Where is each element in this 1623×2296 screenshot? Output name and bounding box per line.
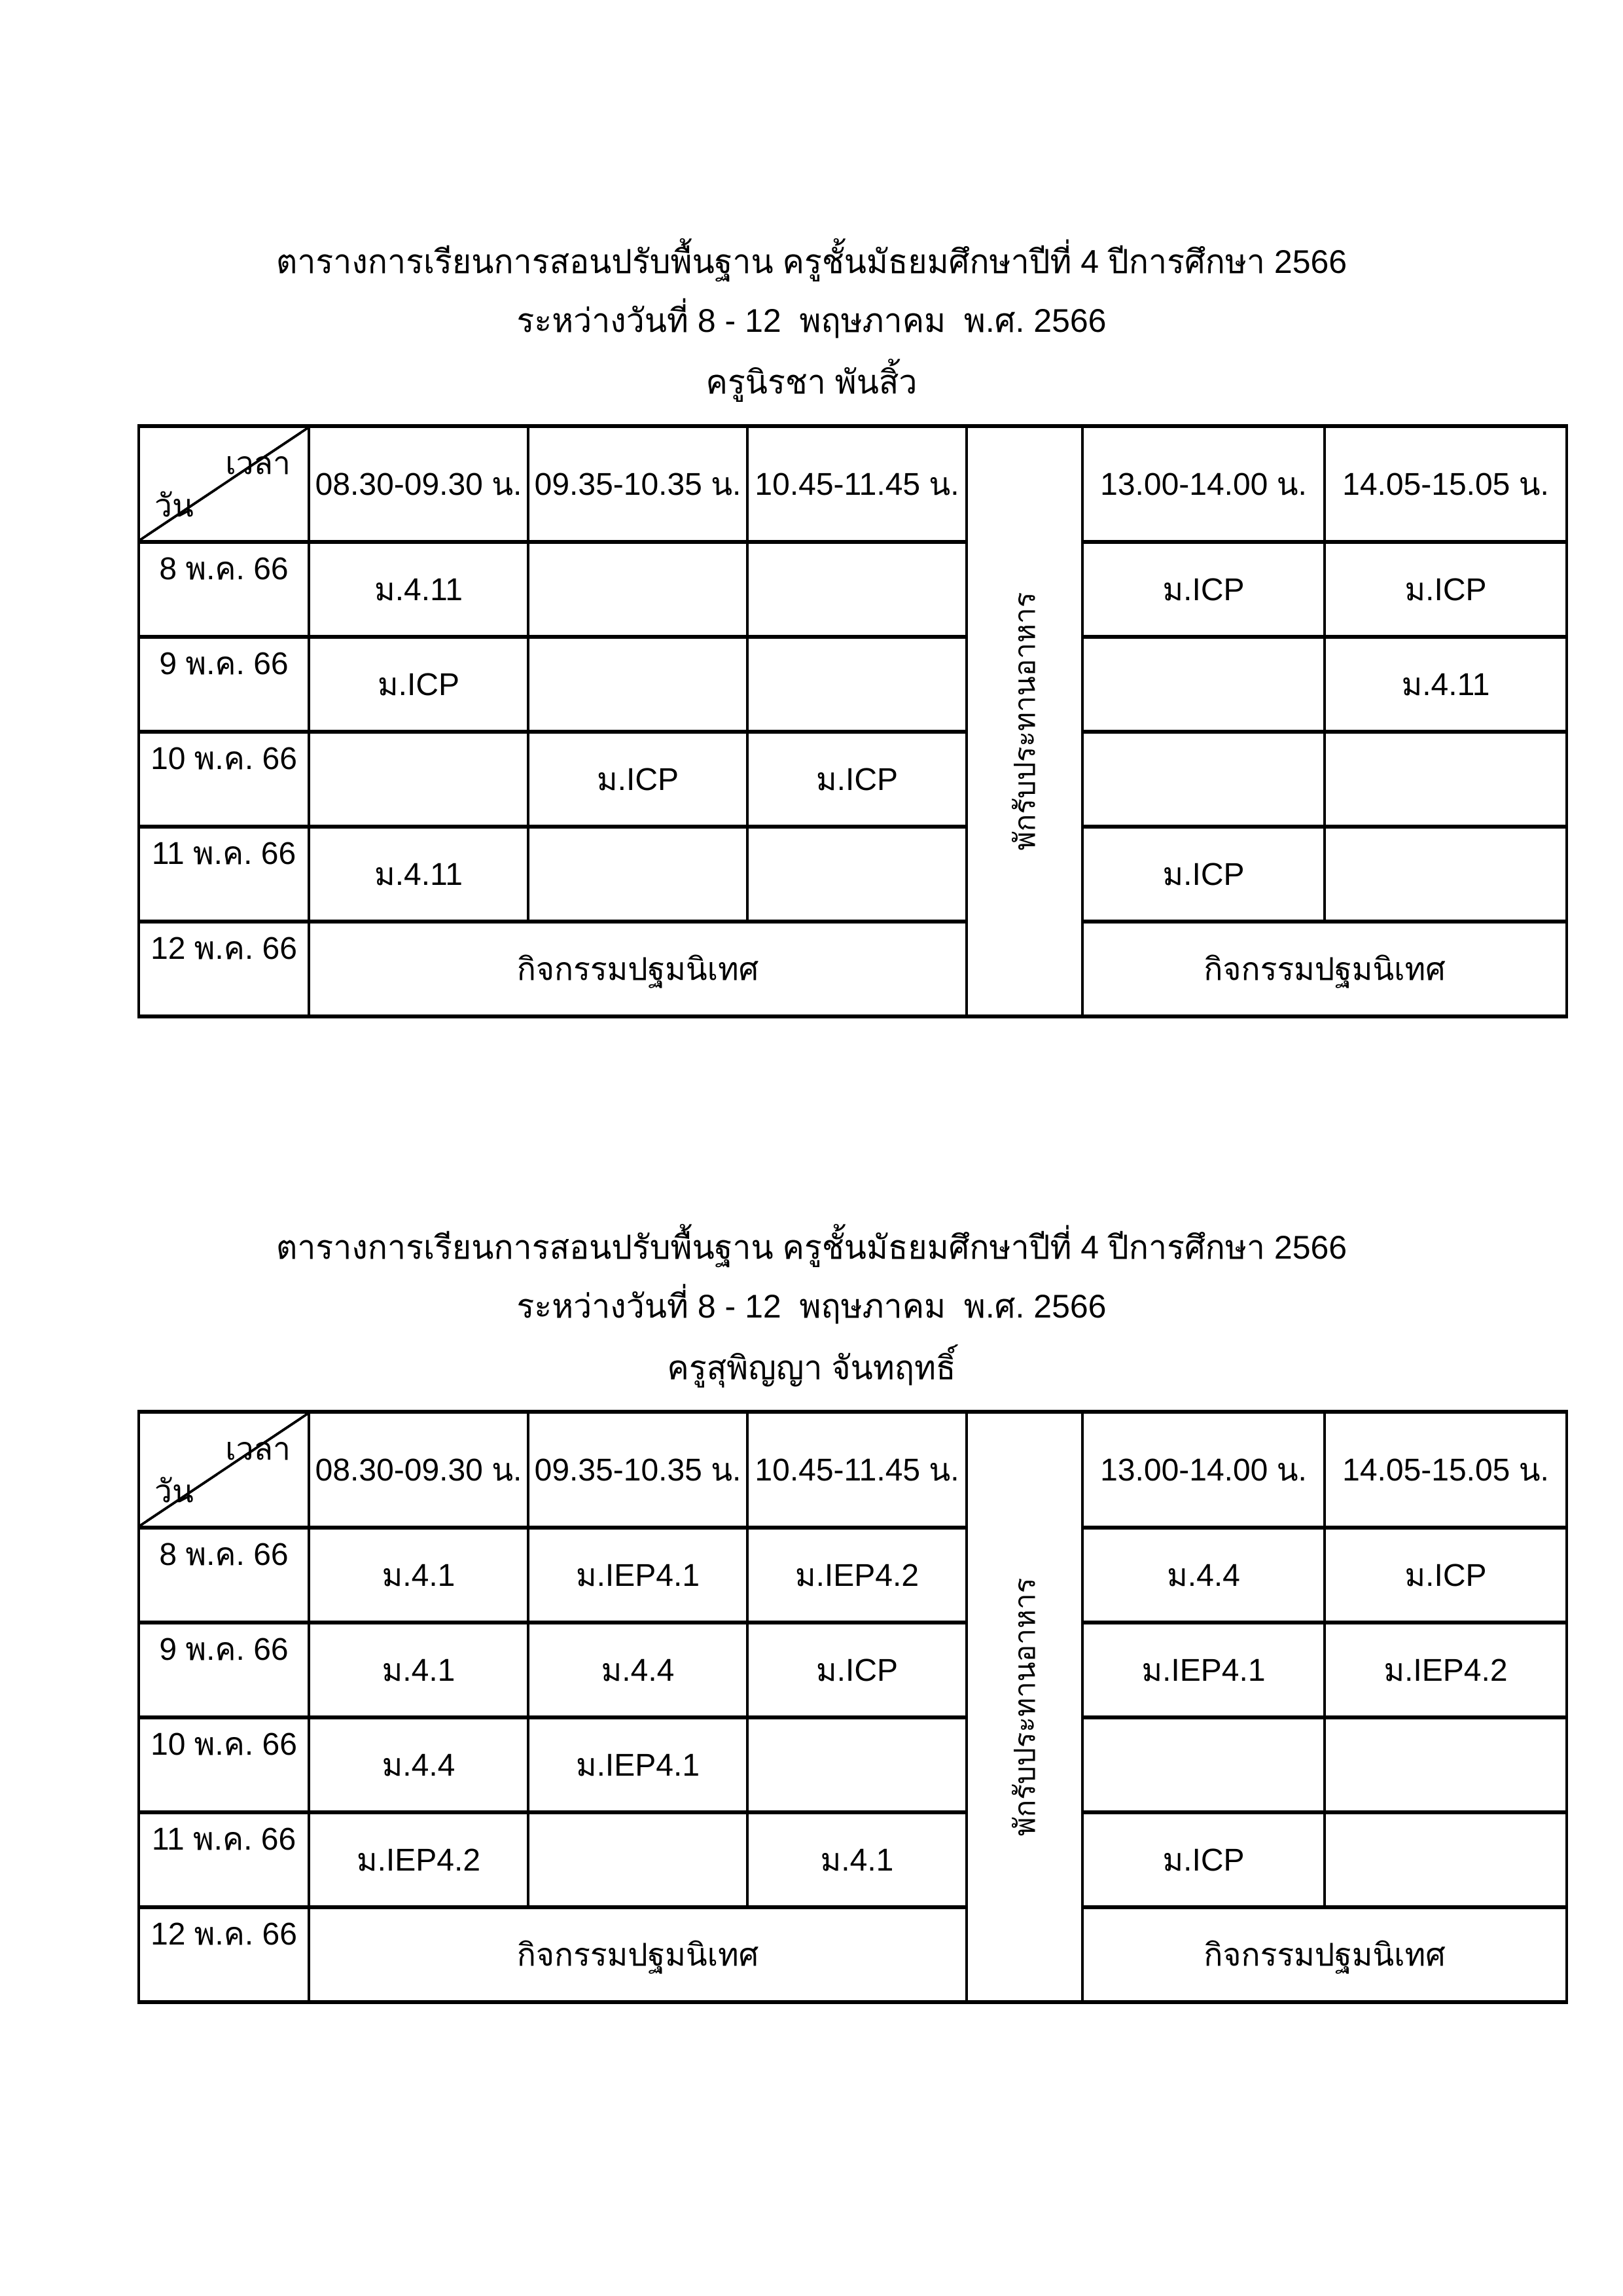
table1-title: ตารางการเรียนการสอนปรับพื้นฐาน ครูชั้นมัธยมศึกษาปีที่ 4 ปีการศึกษา 2566	[276, 243, 1347, 280]
day-label: 8 พ.ค. 66	[139, 542, 309, 637]
table2-row-may10	[139, 1717, 1567, 1812]
schedule-cell: ม.ICP	[309, 637, 528, 732]
day-label: 9 พ.ค. 66	[139, 637, 309, 732]
table2-lunch-break-cell	[967, 1412, 1082, 2002]
orientation-activity-afternoon: กิจกรรมปฐมนิเทศ	[1082, 1907, 1567, 2002]
schedule-cell	[1325, 827, 1567, 922]
schedule-cell: ม.ICP	[1082, 542, 1325, 637]
schedule-cell	[1082, 1717, 1325, 1812]
table1-time-header-2: 09.35-10.35 น.	[528, 426, 747, 542]
table2-time-header-4: 13.00-14.00 น.	[1082, 1412, 1325, 1528]
schedule-cell	[747, 542, 967, 637]
schedule-cell	[747, 637, 967, 732]
table2-title: ตารางการเรียนการสอนปรับพื้นฐาน ครูชั้นมัธยมศึกษาปีที่ 4 ปีการศึกษา 2566	[276, 1229, 1347, 1266]
schedule-cell	[528, 1812, 747, 1907]
table1-row-may11	[139, 827, 1567, 922]
table1-teacher-name: ครูนิรชา พันสิ้ว	[705, 364, 918, 401]
day-label: 12 พ.ค. 66	[139, 1907, 309, 2002]
schedule-cell: ม.4.4	[528, 1623, 747, 1717]
schedule-table-2	[137, 1410, 1568, 2004]
table1-time-header-3: 10.45-11.45 น.	[747, 426, 967, 542]
table2-row-may9	[139, 1623, 1567, 1717]
schedule-cell: ม.IEP4.1	[528, 1528, 747, 1623]
schedule-cell: ม.4.1	[309, 1528, 528, 1623]
corner-label-time: เวลา	[225, 1432, 291, 1467]
table1-header-row	[139, 426, 1567, 542]
table1-time-header-1: 08.30-09.30 น.	[309, 426, 528, 542]
schedule-cell: ม.4.4	[309, 1717, 528, 1812]
table1-corner-cell	[139, 426, 309, 542]
table2-row-may8	[139, 1528, 1567, 1623]
schedule-cell: ม.IEP4.1	[528, 1717, 747, 1812]
table1-lunch-break-label: พักรับประทานอาหาร	[1008, 592, 1041, 851]
table2-lunch-break-label: พักรับประทานอาหาร	[1008, 1577, 1041, 1837]
day-label: 8 พ.ค. 66	[139, 1528, 309, 1623]
table1-row-may10	[139, 732, 1567, 827]
schedule-cell: ม.ICP	[1082, 827, 1325, 922]
orientation-activity-morning: กิจกรรมปฐมนิเทศ	[309, 922, 967, 1016]
table2-time-header-3: 10.45-11.45 น.	[747, 1412, 967, 1528]
schedule-cell: ม.IEP4.2	[309, 1812, 528, 1907]
schedule-cell: ม.4.4	[1082, 1528, 1325, 1623]
schedule-cell: ม.ICP	[528, 732, 747, 827]
table1-lunch-break-cell	[967, 426, 1082, 1016]
orientation-activity-morning: กิจกรรมปฐมนิเทศ	[309, 1907, 967, 2002]
schedule-cell: ม.4.1	[309, 1623, 528, 1717]
table1-row-may12	[139, 922, 1567, 1016]
schedule-cell	[528, 542, 747, 637]
table2-time-header-5: 14.05-15.05 น.	[1325, 1412, 1567, 1528]
day-label: 11 พ.ค. 66	[139, 827, 309, 922]
day-label: 9 พ.ค. 66	[139, 1623, 309, 1717]
corner-label-day: วัน	[154, 1475, 194, 1509]
schedule-cell: ม.4.11	[1325, 637, 1567, 732]
schedule-cell: ม.IEP4.2	[747, 1528, 967, 1623]
table2-header-row	[139, 1412, 1567, 1528]
table2-time-header-2: 09.35-10.35 น.	[528, 1412, 747, 1528]
table2-time-header-1: 08.30-09.30 น.	[309, 1412, 528, 1528]
schedule-cell: ม.4.1	[747, 1812, 967, 1907]
orientation-activity-afternoon: กิจกรรมปฐมนิเทศ	[1082, 922, 1567, 1016]
schedule-cell: ม.4.11	[309, 827, 528, 922]
day-label: 12 พ.ค. 66	[139, 922, 309, 1016]
table2-row-may11	[139, 1812, 1567, 1907]
schedule-cell	[747, 1717, 967, 1812]
schedule-cell	[1082, 637, 1325, 732]
schedule-cell	[528, 827, 747, 922]
table1-time-header-4: 13.00-14.00 น.	[1082, 426, 1325, 542]
schedule-cell	[309, 732, 528, 827]
schedule-cell: ม.ICP	[1082, 1812, 1325, 1907]
schedule-cell: ม.ICP	[1325, 542, 1567, 637]
table2-subtitle: ระหว่างวันที่ 8 - 12 พฤษภาคม พ.ศ. 2566	[516, 1288, 1107, 1325]
schedule-cell	[1082, 732, 1325, 827]
schedule-cell: ม.ICP	[1325, 1528, 1567, 1623]
schedule-cell: ม.ICP	[747, 1623, 967, 1717]
table1-row-may8	[139, 542, 1567, 637]
schedule-cell: ม.ICP	[747, 732, 967, 827]
day-label: 10 พ.ค. 66	[139, 732, 309, 827]
table2-row-may12	[139, 1907, 1567, 2002]
table1-time-header-5: 14.05-15.05 น.	[1325, 426, 1567, 542]
schedule-cell	[1325, 1812, 1567, 1907]
schedule-cell	[747, 827, 967, 922]
schedule-table-1	[137, 424, 1568, 1018]
day-label: 10 พ.ค. 66	[139, 1717, 309, 1812]
schedule-cell	[528, 637, 747, 732]
schedule-cell: ม.4.11	[309, 542, 528, 637]
schedule-cell	[1325, 1717, 1567, 1812]
corner-label-time: เวลา	[225, 446, 291, 481]
schedule-cell: ม.IEP4.1	[1082, 1623, 1325, 1717]
schedule-cell	[1325, 732, 1567, 827]
table1-row-may9	[139, 637, 1567, 732]
corner-label-day: วัน	[154, 489, 194, 524]
schedule-cell: ม.IEP4.2	[1325, 1623, 1567, 1717]
table2-teacher-name: ครูสุพิญญา จันทฤทธิ์	[667, 1350, 956, 1386]
day-label: 11 พ.ค. 66	[139, 1812, 309, 1907]
table2-corner-cell	[139, 1412, 309, 1528]
table1-subtitle: ระหว่างวันที่ 8 - 12 พฤษภาคม พ.ศ. 2566	[516, 302, 1107, 339]
